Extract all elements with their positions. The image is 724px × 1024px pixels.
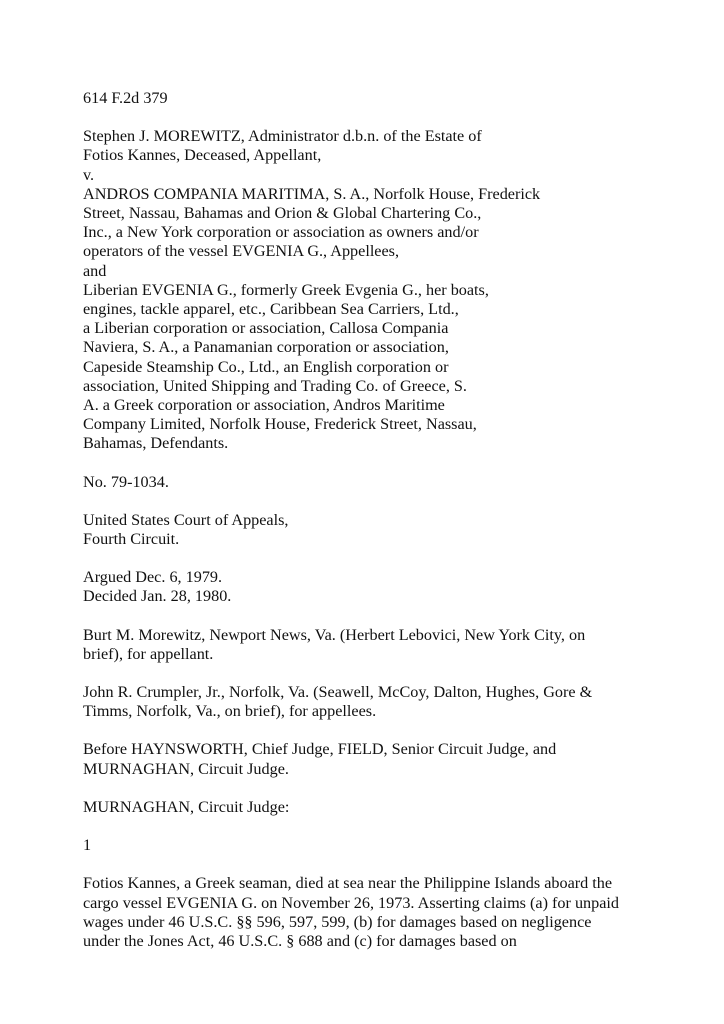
caption-line: Liberian EVGENIA G., formerly Greek Evgenia G., her boats, — [83, 280, 489, 299]
caption-line: Street, Nassau, Bahamas and Orion & Global Chartering Co., — [83, 204, 482, 223]
counsel-appellees: John R. Crumpler, Jr., Norfolk, Va. (Seawell, McCoy, Dalton, Hughes, Gore & Timms, Norfolk, Va., on brief), for appellees. — [83, 683, 593, 721]
opinion-paragraph: Fotios Kannes, a Greek seaman, died at sea near the Philippine Islands aboard the cargo vessel EVGENIA G. on November 26, 1973. Asserting claims (a) for unpaid wages under 46 U.S.C. §§ 596, 597, 599, (b) for damages based on negligence under the Jones Act, 46 U.S.C. § 688 and (c) for damages based on — [83, 874, 620, 950]
judicial-panel: Before HAYNSWORTH, Chief Judge, FIELD, Senior Circuit Judge, and MURNAGHAN, Circuit Judge. — [83, 740, 557, 778]
caption-line: a Liberian corporation or association, Callosa Compania — [83, 319, 449, 338]
case-citation: 614 F.2d 379 — [83, 89, 168, 107]
court-name: United States Court of Appeals, Fourth Circuit. — [83, 510, 289, 549]
caption-line: ANDROS COMPANIA MARITIMA, S. A., Norfolk House, Frederick — [83, 184, 541, 203]
caption-line: Capeside Steamship Co., Ltd., an English corporation or — [83, 357, 449, 376]
caption-line: v. — [83, 165, 95, 184]
paragraph-number: 1 — [83, 836, 92, 855]
caption-line: Company Limited, Norfolk House, Frederick Street, Nassau, — [83, 415, 477, 434]
caption-line: Stephen J. MOREWITZ, Administrator d.b.n. of the Estate of — [83, 127, 482, 146]
caption-line: and — [83, 261, 107, 280]
argued-date: Argued Dec. 6, 1979. — [83, 568, 223, 587]
caption-line: association, United Shipping and Trading Co. of Greece, S. — [83, 376, 467, 395]
case-dates — [83, 568, 663, 606]
counsel-appellant: Burt M. Morewitz, Newport News, Va. (Herbert Lebovici, New York City, on brief), for appellant. — [83, 625, 586, 663]
caption-line: Fotios Kannes, Deceased, Appellant, — [83, 146, 322, 165]
opinion-author: MURNAGHAN, Circuit Judge: — [83, 797, 290, 816]
docket-number: No. 79-1034. — [83, 472, 169, 491]
document-page — [83, 89, 663, 970]
caption-line: Bahamas, Defendants. — [83, 434, 229, 453]
caption-line: engines, tackle apparel, etc., Caribbean Sea Carriers, Ltd., — [83, 300, 459, 319]
decided-date: Decided Jan. 28, 1980. — [83, 587, 232, 606]
caption-line: operators of the vessel EVGENIA G., Appellees, — [83, 242, 400, 261]
caption-line: Inc., a New York corporation or association as owners and/or — [83, 223, 479, 242]
caption-line: Naviera, S. A., a Panamanian corporation or association, — [83, 338, 449, 357]
case-caption — [83, 127, 663, 453]
caption-line: A. a Greek corporation or association, Andros Maritime — [83, 396, 445, 415]
